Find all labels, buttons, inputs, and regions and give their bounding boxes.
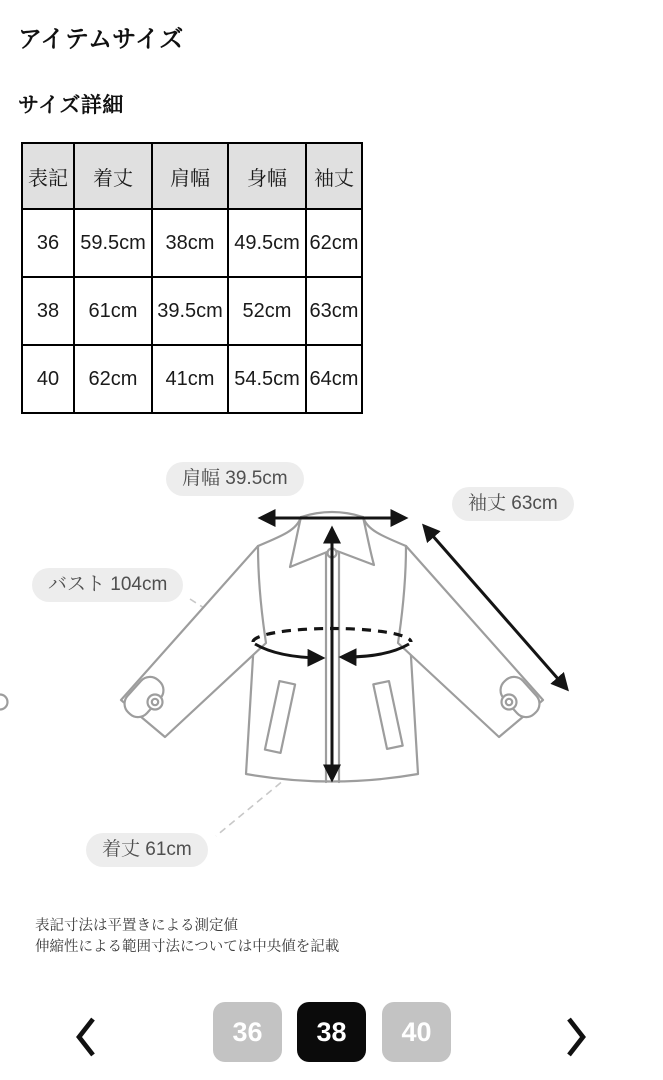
prev-size-button[interactable] xyxy=(66,1008,106,1066)
size-option-36[interactable]: 36 xyxy=(213,1002,282,1062)
table-cell: 49.5cm xyxy=(228,209,306,277)
table-cell: 62cm xyxy=(306,209,362,277)
size-table xyxy=(21,142,363,414)
table-cell: 62cm xyxy=(74,345,152,413)
table-header-cell: 着丈 xyxy=(74,143,152,209)
section-title: サイズ詳細 xyxy=(18,94,124,118)
table-header-row xyxy=(22,143,362,209)
table-header-cell: 表記 xyxy=(22,143,74,209)
table-row xyxy=(22,209,362,277)
shoulder-width-label: 肩幅 39.5cm xyxy=(166,462,304,496)
table-row xyxy=(22,277,362,345)
chevron-left-icon xyxy=(72,1012,100,1062)
table-cell: 41cm xyxy=(152,345,228,413)
table-cell: 38cm xyxy=(152,209,228,277)
table-cell: 40 xyxy=(22,345,74,413)
next-size-button[interactable] xyxy=(556,1008,596,1066)
chevron-right-icon xyxy=(562,1012,590,1062)
table-cell: 52cm xyxy=(228,277,306,345)
table-cell: 39.5cm xyxy=(152,277,228,345)
table-cell: 63cm xyxy=(306,277,362,345)
note-line: 表記寸法は平置きによる測定値 xyxy=(35,918,238,934)
table-cell: 59.5cm xyxy=(74,209,152,277)
measurement-notes xyxy=(35,916,339,958)
table-header-cell: 袖丈 xyxy=(306,143,362,209)
note-line: 伸縮性による範囲寸法については中央値を記載 xyxy=(35,939,340,955)
jacket-outline xyxy=(0,512,544,782)
size-option-40[interactable]: 40 xyxy=(382,1002,451,1062)
table-cell: 36 xyxy=(22,209,74,277)
body-length-label: 着丈 61cm xyxy=(86,833,208,867)
sleeve-length-label: 袖丈 63cm xyxy=(452,487,574,521)
table-header-cell: 身幅 xyxy=(228,143,306,209)
size-option-38[interactable]: 38 xyxy=(297,1002,366,1062)
table-cell: 61cm xyxy=(74,277,152,345)
table-header-cell: 肩幅 xyxy=(152,143,228,209)
bust-label: バスト 104cm xyxy=(32,568,183,602)
table-row xyxy=(22,345,362,413)
page-title: アイテムサイズ xyxy=(18,26,184,54)
table-cell: 64cm xyxy=(306,345,362,413)
table-cell: 38 xyxy=(22,277,74,345)
table-cell: 54.5cm xyxy=(228,345,306,413)
